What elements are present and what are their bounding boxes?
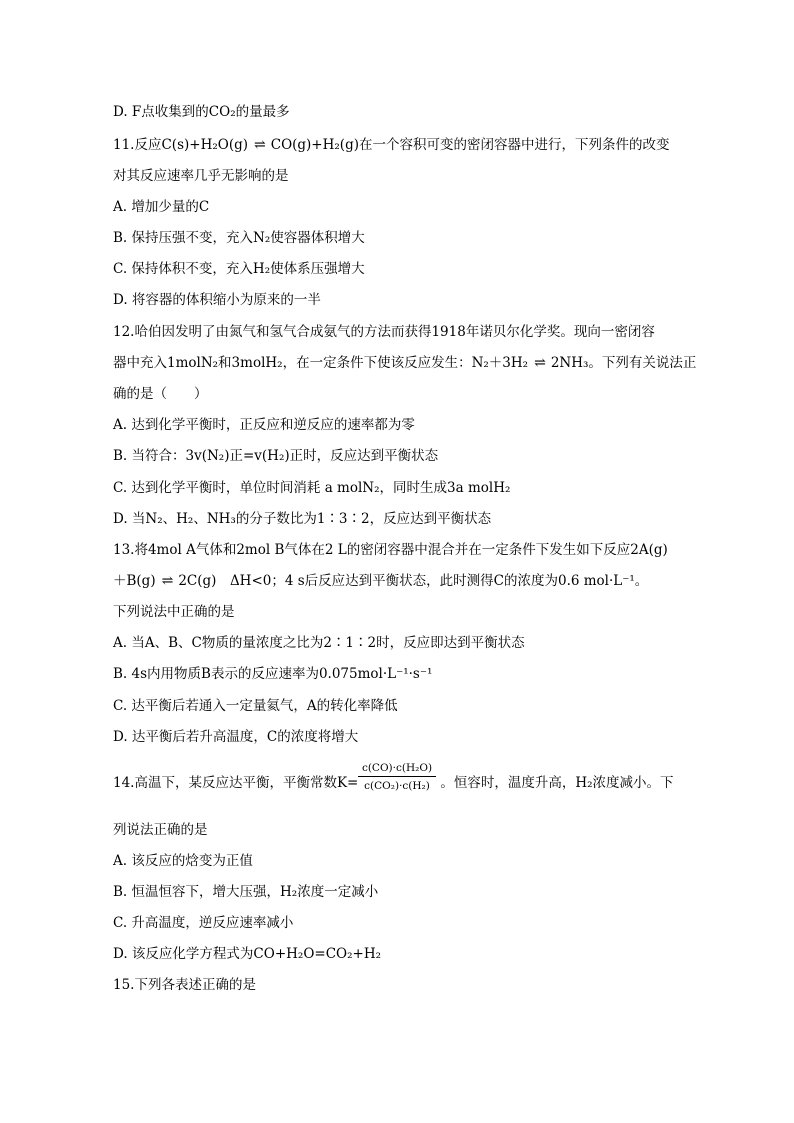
fraction-numerator: c(CO)·c(H₂O) (358, 762, 436, 777)
line-5: B. 保持压强不变，充入N₂使容器体积增大 (113, 230, 365, 246)
line-12: B. 当符合：3v(N₂)正=v(H₂)正时，反应达到平衡状态 (113, 448, 439, 464)
line-13: C. 达到化学平衡时，单位时间消耗 a molN₂，同时生成3a molH₂ (113, 480, 511, 496)
q13-stem-b: 2C(g) ΔH<0；4 s后反应达到平衡状态，此时测得C的浓度为0.6 mol·L⁻¹。 (178, 573, 649, 589)
equilibrium-constant-fraction (358, 762, 436, 792)
q11-stem-b: CO(g)+H₂(g)在一个容积可变的密闭容器中进行，下列条件的改变 (270, 137, 670, 153)
q12-stem-a: 器中充入1molN₂和3molH₂，在一定条件下使该反应发生：N₂＋3H₂ (113, 355, 529, 371)
line-19: B. 4s内用物质B表示的反应速率为0.075mol·L⁻¹·s⁻¹ (113, 666, 433, 682)
q14-stem-a: 14.高温下，某反应达平衡，平衡常数K= (113, 775, 359, 791)
line-1: D. F点收集到的CO₂的量最多 (113, 104, 290, 120)
line-27: D. 该反应化学方程式为CO+H₂O=CO₂+H₂ (113, 946, 382, 962)
line-28: 15.下列各表述正确的是 (113, 977, 256, 993)
line-16 (113, 571, 648, 591)
line-25: B. 恒温恒容下，增大压强，H₂浓度一定减小 (113, 884, 379, 900)
line-7: D. 将容器的体积缩小为原来的一半 (113, 292, 321, 308)
line-8: 12.哈伯因发明了由氮气和氢气合成氨气的方法而获得1918年诺贝尔化学奖。现向一密闭容 (113, 324, 655, 340)
equilibrium-arrow-icon: ⇌ (254, 137, 265, 153)
line-26: C. 升高温度，逆反应速率减小 (113, 915, 294, 931)
line-10: 确的是（ ） (113, 386, 208, 402)
line-20: C. 达平衡后若通入一定量氦气，A的转化率降低 (113, 698, 398, 714)
line-14: D. 当N₂、H₂、NH₃的分子数比为1∶3∶2，反应达到平衡状态 (113, 511, 492, 527)
fraction-denominator: c(CO₂)·c(H₂) (364, 780, 430, 792)
line-21: D. 达平衡后若升高温度，C的浓度将增大 (113, 729, 359, 745)
line-15: 13.将4mol A气体和2mol B气体在2 L的密闭容器中混合并在一定条件下发生如下反应2A(g) (113, 542, 668, 558)
line-3: 对其反应速率几乎无影响的是 (113, 168, 289, 184)
equilibrium-arrow-icon: ⇌ (534, 355, 545, 371)
line-2 (113, 135, 669, 155)
line-4: A. 增加少量的C (113, 199, 210, 215)
q14-stem-b: 。恒容时，温度升高，H₂浓度减小。下 (440, 775, 674, 791)
line-23: 列说法正确的是 (113, 822, 208, 838)
line-24: A. 该反应的焓变为正值 (113, 853, 253, 869)
line-6: C. 保持体积不变，充入H₂使体系压强增大 (113, 261, 365, 277)
line-17: 下列说法中正确的是 (113, 604, 235, 620)
q13-stem-a: ＋B(g) (113, 573, 156, 589)
line-9 (113, 353, 696, 373)
line-18: A. 当A、B、C物质的量浓度之比为2∶1∶2时，反应即达到平衡状态 (113, 635, 525, 651)
q12-stem-b: 2NH₃。下列有关说法正 (550, 355, 697, 371)
line-11: A. 达到化学平衡时，正反应和逆反应的速率都为零 (113, 417, 415, 433)
q11-stem-a: 11.反应C(s)+H₂O(g) (113, 137, 248, 153)
equilibrium-arrow-icon: ⇌ (161, 573, 173, 589)
